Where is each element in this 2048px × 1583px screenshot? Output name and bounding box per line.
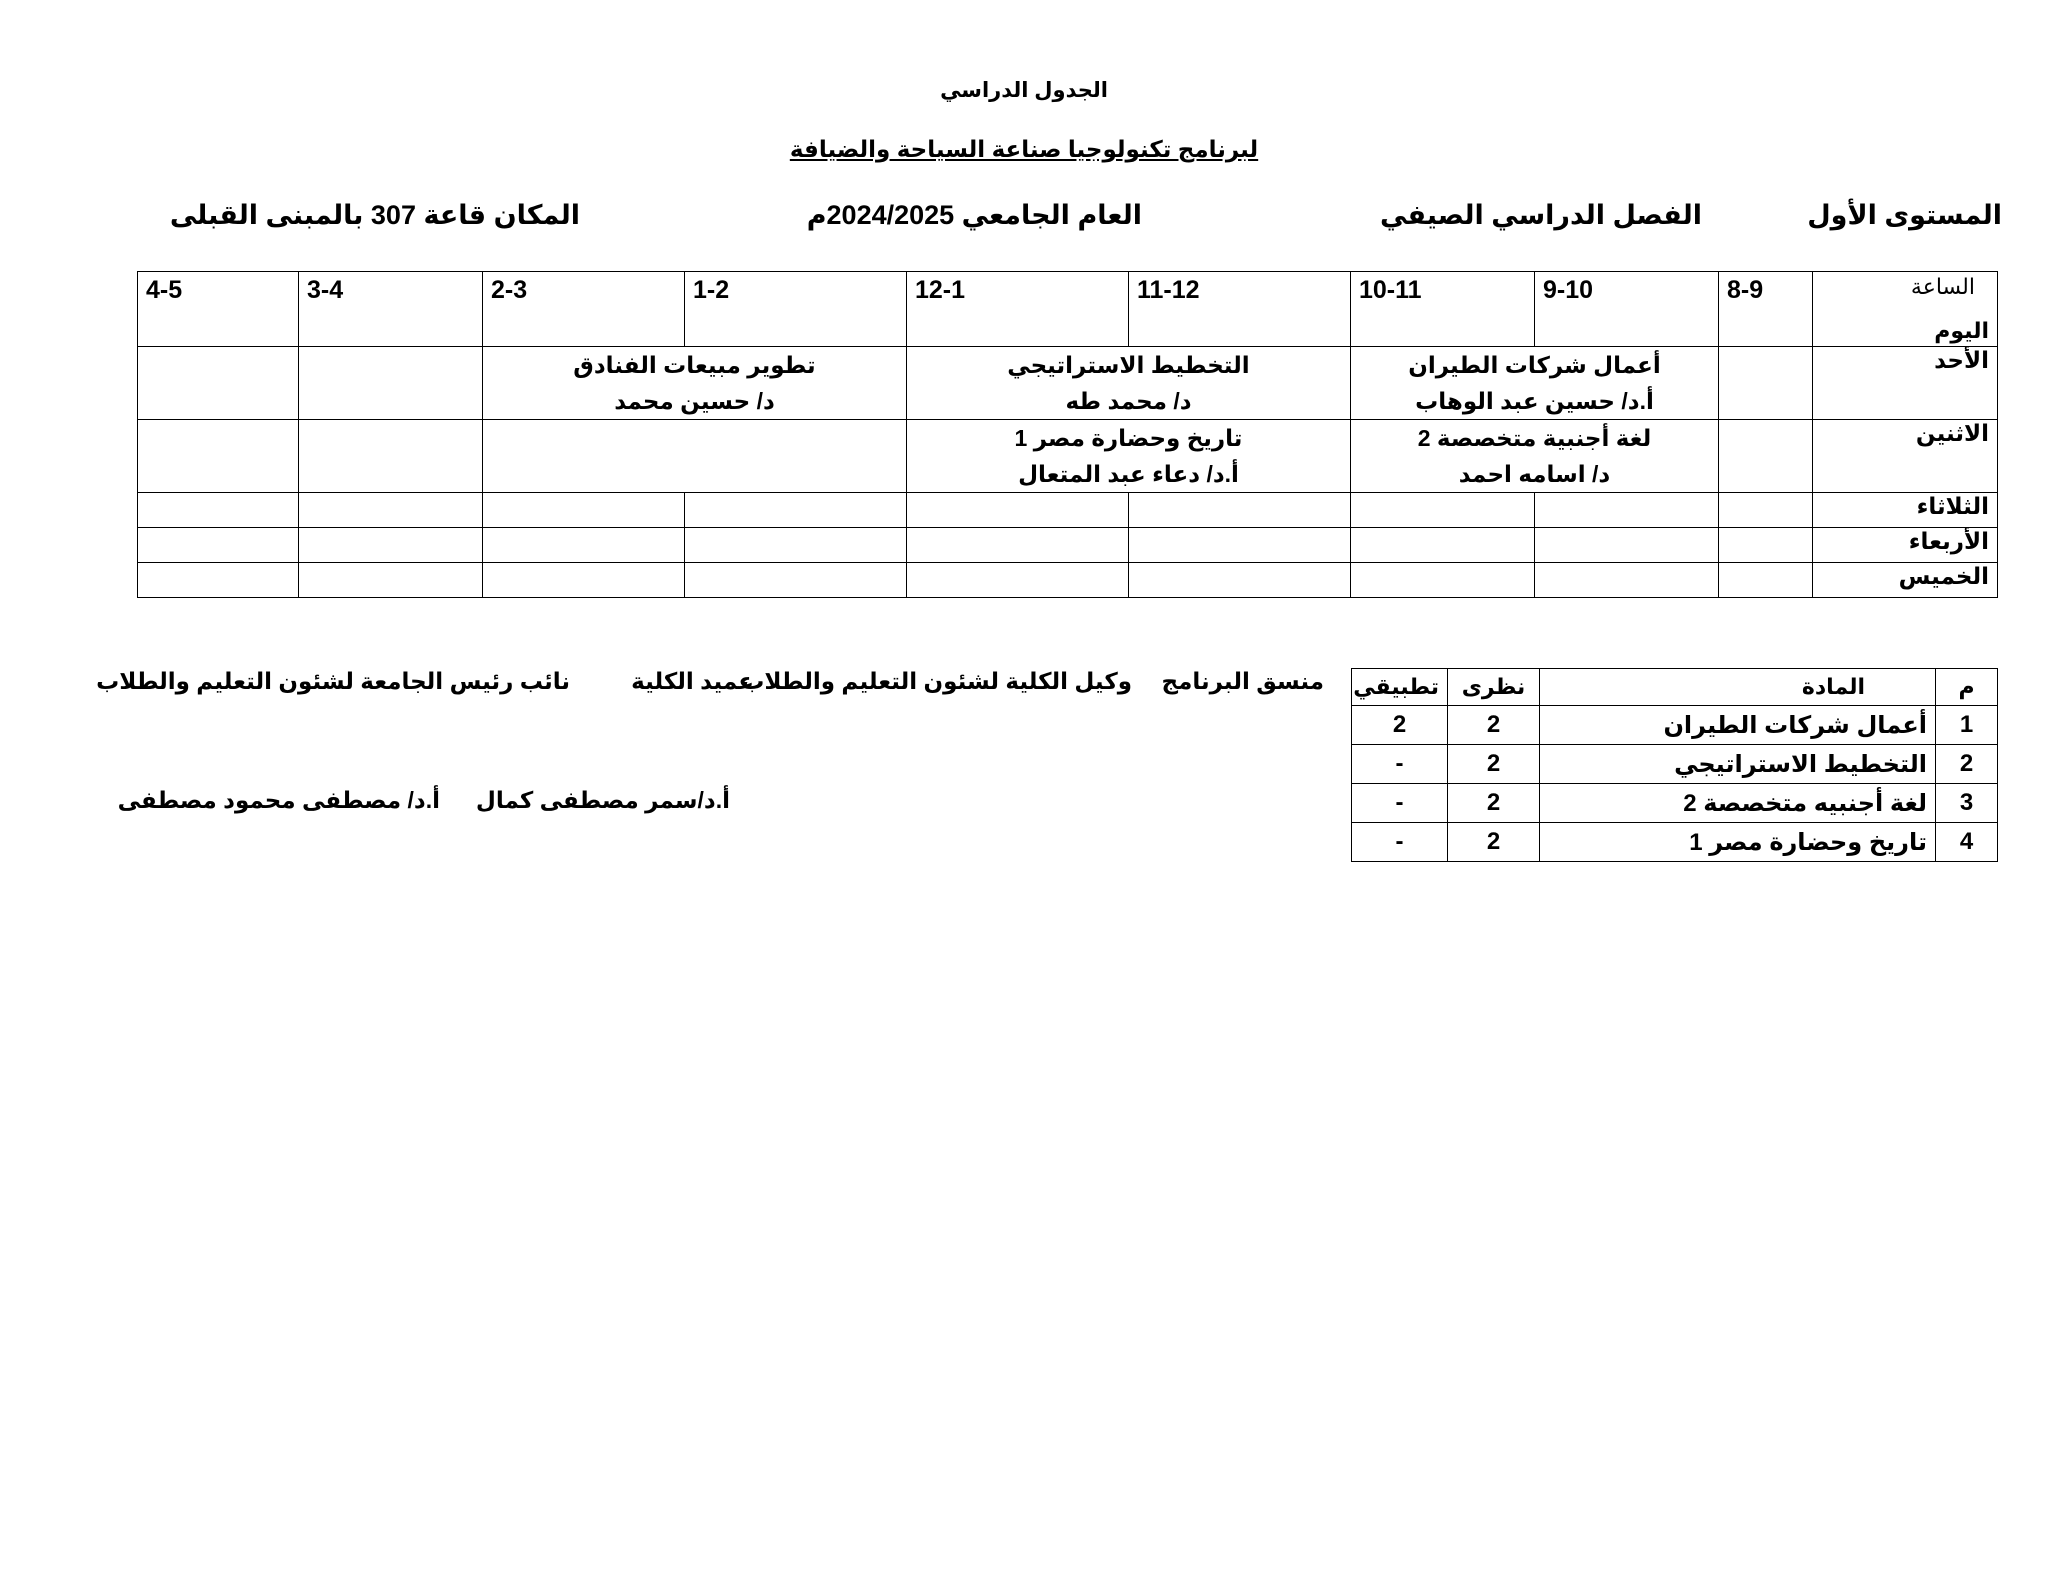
num-header: م bbox=[1936, 669, 1998, 706]
theory-header: نظرى bbox=[1448, 669, 1540, 706]
slot-header: 1-2 bbox=[685, 272, 907, 347]
course-cell bbox=[1351, 347, 1719, 420]
subject-practical: - bbox=[1352, 784, 1448, 823]
empty-cell bbox=[685, 493, 907, 528]
level-label: المستوى الأول bbox=[1807, 200, 2002, 230]
empty-cell bbox=[299, 420, 483, 493]
empty-cell bbox=[907, 528, 1129, 563]
academic-year-label: العام الجامعي 2024/2025م bbox=[806, 200, 1142, 230]
empty-cell bbox=[483, 528, 685, 563]
subject-theory: 2 bbox=[1448, 784, 1540, 823]
subject-practical: 2 bbox=[1352, 706, 1448, 745]
location-label: المكان قاعة 307 بالمبنى القبلى bbox=[169, 200, 580, 230]
corner-cell bbox=[1813, 272, 1998, 347]
slot-header: 9-10 bbox=[1535, 272, 1719, 347]
slot-header: 3-4 bbox=[299, 272, 483, 347]
practical-header: تطبيقي bbox=[1352, 669, 1448, 706]
empty-cell bbox=[299, 347, 483, 420]
coordinator-title: منسق البرنامج bbox=[1161, 668, 1324, 694]
schedule-row-wednesday bbox=[138, 528, 1998, 563]
subject-name: التخطيط الاستراتيجي bbox=[1540, 745, 1936, 784]
empty-cell bbox=[299, 528, 483, 563]
empty-cell bbox=[1535, 563, 1719, 598]
empty-cell bbox=[138, 493, 299, 528]
course-cell bbox=[907, 347, 1351, 420]
subject-row bbox=[1352, 823, 1998, 862]
subject-name: تاريخ وحضارة مصر 1 bbox=[1540, 823, 1936, 862]
empty-cell bbox=[138, 563, 299, 598]
instructor-name: أ.د/ دعاء عبد المتعال bbox=[1018, 461, 1239, 487]
course-cell bbox=[483, 347, 907, 420]
schedule-row-thursday bbox=[138, 563, 1998, 598]
subject-num: 4 bbox=[1936, 823, 1998, 862]
empty-cell bbox=[1719, 493, 1813, 528]
empty-cell bbox=[1129, 493, 1351, 528]
schedule-row-monday bbox=[138, 420, 1998, 493]
empty-cell bbox=[1351, 528, 1535, 563]
schedule-header-row bbox=[138, 272, 1998, 347]
instructor-name: د/ حسين محمد bbox=[614, 388, 775, 414]
empty-cell bbox=[1129, 563, 1351, 598]
program-title: لبرنامج تكنولوجيا صناعة السياحة والضيافة bbox=[789, 136, 1259, 162]
subject-name: لغة أجنبيه متخصصة 2 bbox=[1540, 784, 1936, 823]
course-name: تطوير مبيعات الفنادق bbox=[573, 352, 816, 378]
dean-title: عميد الكلية bbox=[631, 668, 754, 694]
empty-cell bbox=[1351, 563, 1535, 598]
day-cell: الخميس bbox=[1813, 563, 1998, 598]
empty-cell bbox=[299, 493, 483, 528]
slot-header: 12-1 bbox=[907, 272, 1129, 347]
empty-cell bbox=[483, 493, 685, 528]
hour-label: الساعة bbox=[1910, 274, 1975, 299]
subjects-table bbox=[1351, 668, 1998, 862]
day-cell: الثلاثاء bbox=[1813, 493, 1998, 528]
subject-name: أعمال شركات الطيران bbox=[1540, 706, 1936, 745]
subject-num: 1 bbox=[1936, 706, 1998, 745]
empty-cell bbox=[1535, 528, 1719, 563]
empty-cell bbox=[685, 563, 907, 598]
subject-theory: 2 bbox=[1448, 823, 1540, 862]
subject-theory: 2 bbox=[1448, 745, 1540, 784]
day-cell: الاثنين bbox=[1813, 420, 1998, 493]
slot-header: 8-9 bbox=[1719, 272, 1813, 347]
empty-cell bbox=[907, 493, 1129, 528]
empty-cell bbox=[1535, 493, 1719, 528]
subject-row bbox=[1352, 706, 1998, 745]
slot-header: 10-11 bbox=[1351, 272, 1535, 347]
subject-num: 3 bbox=[1936, 784, 1998, 823]
day-cell: الأربعاء bbox=[1813, 528, 1998, 563]
subject-row bbox=[1352, 745, 1998, 784]
empty-cell bbox=[299, 563, 483, 598]
subject-practical: - bbox=[1352, 823, 1448, 862]
course-cell bbox=[907, 420, 1351, 493]
empty-cell bbox=[138, 347, 299, 420]
empty-cell bbox=[483, 420, 907, 493]
schedule-table bbox=[137, 271, 1998, 598]
course-name: لغة أجنبية متخصصة 2 bbox=[1417, 425, 1652, 451]
vice-president-title: نائب رئيس الجامعة لشئون التعليم والطلاب bbox=[96, 668, 570, 694]
course-cell bbox=[1351, 420, 1719, 493]
empty-cell bbox=[138, 528, 299, 563]
vice-dean-title: وكيل الكلية لشئون التعليم والطلاب bbox=[741, 668, 1132, 694]
subject-header: المادة bbox=[1540, 669, 1936, 706]
empty-cell bbox=[907, 563, 1129, 598]
subject-row bbox=[1352, 784, 1998, 823]
empty-cell bbox=[1351, 493, 1535, 528]
subject-theory: 2 bbox=[1448, 706, 1540, 745]
empty-cell bbox=[685, 528, 907, 563]
document-title: الجدول الدراسي bbox=[940, 79, 1108, 102]
empty-cell bbox=[138, 420, 299, 493]
empty-cell bbox=[1719, 563, 1813, 598]
slot-header: 2-3 bbox=[483, 272, 685, 347]
day-label: اليوم bbox=[1934, 318, 1989, 343]
vice-president-name: أ.د/ مصطفى محمود مصطفى bbox=[117, 787, 440, 813]
subject-num: 2 bbox=[1936, 745, 1998, 784]
empty-cell bbox=[1719, 528, 1813, 563]
slot-header: 11-12 bbox=[1129, 272, 1351, 347]
schedule-row-tuesday bbox=[138, 493, 1998, 528]
instructor-name: أ.د/ حسين عبد الوهاب bbox=[1415, 388, 1654, 414]
course-name: تاريخ وحضارة مصر 1 bbox=[1014, 425, 1243, 451]
semester-label: الفصل الدراسي الصيفي bbox=[1380, 200, 1702, 230]
course-name: التخطيط الاستراتيجي bbox=[1007, 352, 1250, 378]
schedule-row-sunday bbox=[138, 347, 1998, 420]
instructor-name: د/ اسامه احمد bbox=[1458, 461, 1611, 487]
empty-cell bbox=[1719, 347, 1813, 420]
instructor-name: د/ محمد طه bbox=[1065, 388, 1192, 414]
subject-practical: - bbox=[1352, 745, 1448, 784]
day-cell: الأحد bbox=[1813, 347, 1998, 420]
course-name: أعمال شركات الطيران bbox=[1408, 352, 1661, 378]
subjects-header-row bbox=[1352, 669, 1998, 706]
empty-cell bbox=[1129, 528, 1351, 563]
slot-header: 4-5 bbox=[138, 272, 299, 347]
empty-cell bbox=[483, 563, 685, 598]
dean-name: أ.د/سمر مصطفى كمال bbox=[475, 787, 730, 813]
empty-cell bbox=[1719, 420, 1813, 493]
